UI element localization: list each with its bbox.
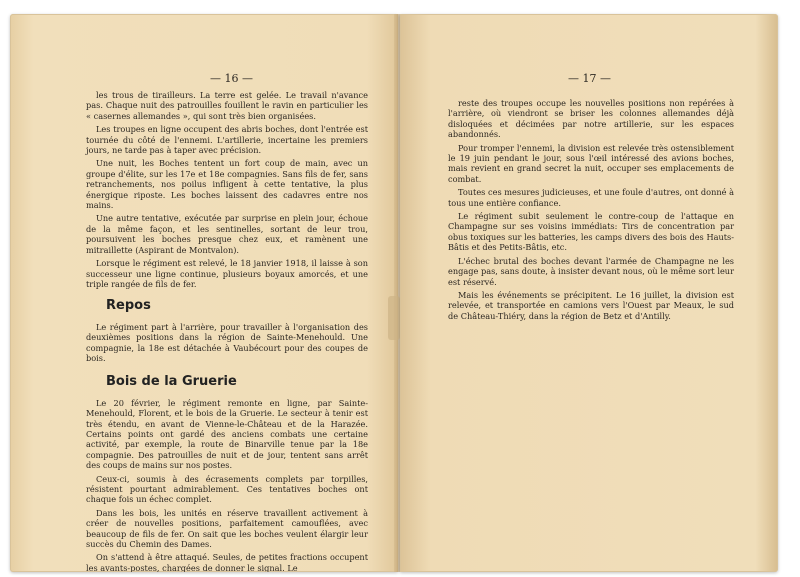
binding-staple xyxy=(388,296,400,340)
paragraph: Une autre tentative, exécutée par surprise en plein jour, échoue de la même façon, et les sentinelles, sortant de leur trou, poursuivent les boches presque chez eux, et ramènent une mitraillette (Aspirant de Montvalon). xyxy=(86,213,368,255)
open-booklet xyxy=(8,6,784,574)
page-number-left: — 16 — xyxy=(210,72,253,85)
paragraph: Ceux-ci, soumis à des écrasements complets par torpilles, résistent pourtant admirablement. Ces tentatives boches ont chaque fois un échec complet. xyxy=(86,473,368,505)
paragraph: reste des troupes occupe les nouvelles positions non repérées à l'arrière, où viendront se briser les colonnes allemandes déjà disloquées et décimées par notre artillerie, sur les espaces abandonnés. xyxy=(448,98,734,140)
paragraph: Lorsque le régiment est relevé, le 18 janvier 1918, il laisse à son successeur une ligne continue, plusieurs boyaux amorcés, et une triple rangée de fils de fer. xyxy=(86,258,368,289)
section-heading-gruerie: Bois de la Gruerie xyxy=(106,374,237,390)
paragraph: Pour tromper l'ennemi, la division est relevée très ostensiblement le 19 juin pendant le jour, sous l'œil intéressé des avions boches, mais revient en grand secret la nuit, occuper ses emplacements de combat. xyxy=(448,142,734,184)
paragraph: L'échec brutal des boches devant l'armée de Champagne ne les engage pas, sans doute, à insister devant nous, où le même sort leur est réservé. xyxy=(448,255,734,287)
right-page xyxy=(400,14,778,572)
paragraph: Le 20 février, le régiment remonte en ligne, par Sainte-Menehould, Florent, et le bois de la Gruerie. Le secteur à tenir est très étendu, en avant de Vienne-le-Château et de la Harazée. Certains points ont gardé des anciens combats une certaine activité, par exemple, la route de Binarville tenue par la 18e compagnie. Des patrouilles de nuit et de jour, tentent sans arrêt des coups de mains sur nos postes. xyxy=(86,397,368,471)
paragraph: Dans les bois, les unités en réserve travaillent activement à créer de nouvelles positions, parfaitement camouflées, avec beaucoup de fils de fer. On sait que les boches veulent élargir leur succès du Chemin des Dames. xyxy=(86,507,368,550)
paragraph: On s'attend à être attaqué. Seules, de petites fractions occupent les avants-postes, chargées de donner le signal. Le xyxy=(86,552,368,572)
paragraph: Une nuit, les Boches tentent un fort coup de main, avec un groupe d'élite, sur les 17e et 18e compagnies. Sans fils de fer, sans retranchements, nos poilus infligent à cette tentative, la plus énergique riposte. Les boches laissent des cadavres entre nos mains. xyxy=(86,158,368,211)
paragraph: Les troupes en ligne occupent des abris boches, dont l'entrée est tournée du côté de l'ennemi. L'artillerie, incertaine les premiers jours, ne tarde pas à taper avec précision. xyxy=(86,124,368,156)
paragraph: Le régiment part à l'arrière, pour travailler à l'organisation des deuxièmes positions dans la région de Sainte-Menehould. Une compagnie, la 18e est détachée à Vaubécourt pour des coupes de bois. xyxy=(86,321,368,363)
paragraph: Le régiment subit seulement le contre-coup de l'attaque en Champagne sur ses voisins immédiats: Tirs de concentration par obus toxiques sur les batteries, les camps divers des bois des Hauts-Bâtis et des Petits-Bâtis, etc. xyxy=(448,211,734,253)
paragraph: les trous de tirailleurs. La terre est gelée. Le travail n'avance pas. Chaque nuit des patrouilles fouillent le ravin en particulier les « casernes allemandes », qui sont très bien organisées. xyxy=(86,90,368,121)
page-number-right: — 17 — xyxy=(568,72,611,85)
left-page-text xyxy=(86,90,368,572)
paragraph: Mais les événements se précipitent. Le 16 juillet, la division est relevée, et transportée en camions vers l'Ouest par Meaux, le sud de Château-Thiéry, dans la région de Betz et d'Antilly. xyxy=(448,289,734,321)
paragraph: Toutes ces mesures judicieuses, et une foule d'autres, ont donné à tous une entière confiance. xyxy=(448,187,734,208)
right-page-text xyxy=(448,98,734,324)
section-heading-repos: Repos xyxy=(106,298,151,314)
left-page xyxy=(10,14,398,572)
